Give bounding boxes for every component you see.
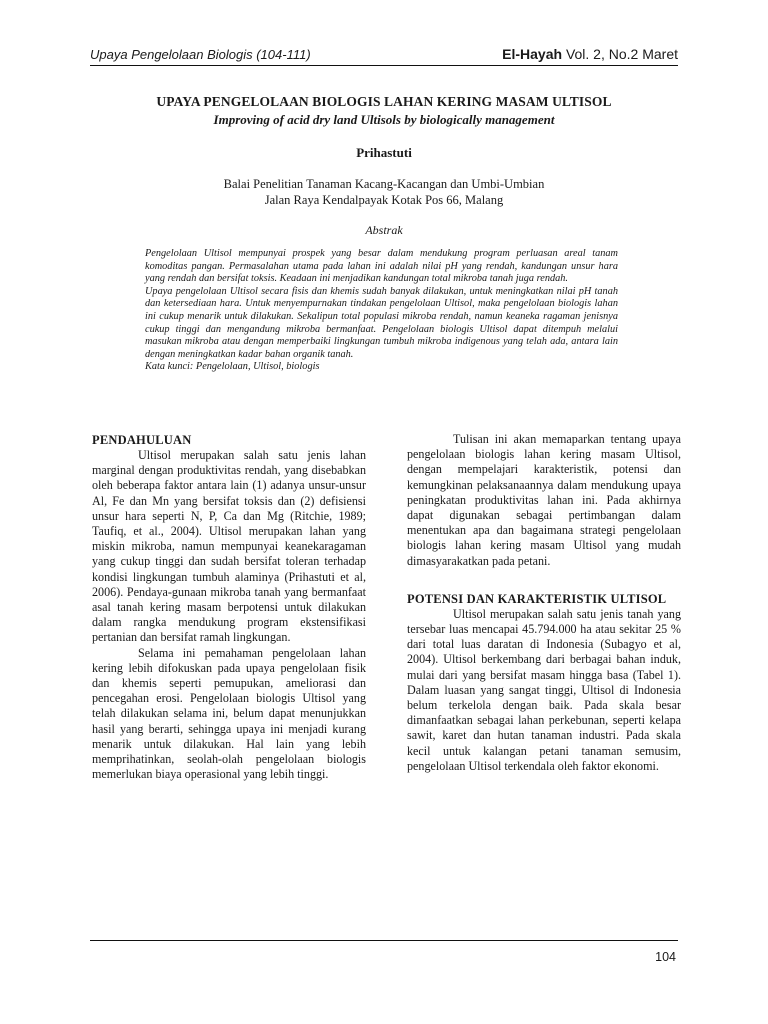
footer-rule <box>90 940 678 941</box>
body-paragraph: Ultisol merupakan salah satu jenis tanah yang tersebar luas mencapai 45.794.000 ha atau sekitar 25 % dari total luas daratan di Indonesia (Subagyo et al, 2004). Ultisol berkembang dari berbagai bahan induk, mulai dari yang bersifat masam hingga basa (Tabel 1). Dalam luasan yang sangat tinggi, Ultisol di Indonesia belum terkelola dengan baik. Pada skala besar dimanfaatkan sebagai lahan perkebunan, seperti kelapa sawit, karet dan hutan tanaman industri. Pada skala kecil untuk kalangan petani tanaman semusim, pengelolaan Ultisol terkendala oleh faktor ekonomi. <box>407 606 681 773</box>
paper-title: UPAYA PENGELOLAAN BIOLOGIS LAHAN KERING MASAM ULTISOL <box>156 94 612 109</box>
paper-subtitle: Improving of acid dry land Ultisols by biologically management <box>213 112 555 127</box>
affiliation-line-2: Jalan Raya Kendalpayak Kotak Pos 66, Malang <box>264 193 504 207</box>
journal-reference <box>502 46 678 62</box>
section-heading-potensi: POTENSI DAN KARAKTERISTIK ULTISOL <box>407 591 667 606</box>
author-name: Prihastuti <box>356 145 412 160</box>
journal-name: El-Hayah <box>502 46 563 62</box>
abstract-paragraph-2: Upaya pengelolaan Ultisol secara fisis dan khemis sudah banyak dilakukan, untuk meningkatkan nilai pH tanah dan ketersediaan hara. Untuk menyempurnakan tindakan pengelolaan Ultisol, maka pengelolaan biologis lahan ini cukup menarik untuk dilakukan. Sekalipun total populasi mikroba rendah, namun keaneka ragaman jenisnya cukup tinggi dan mengandung mikroba bermanfaat. Pengelolaan biologis Ultisol dapat ditempuh melalui masukan mikroba atau dengan memperbaiki lingkungan tumbuh mikroba indigenous yang telah ada, antara lain dengan meningkatkan kadar bahan organik tanah. <box>145 285 618 360</box>
section-heading-pendahuluan: PENDAHULUAN <box>92 433 192 447</box>
left-column <box>92 432 366 782</box>
affiliation <box>90 176 678 208</box>
body-paragraph: Ultisol merupakan salah satu jenis lahan marginal dengan produktivitas rendah, yang disebabkan oleh beberapa faktor antara lain (1) adanya unsur-unsur Al, Fe dan Mn yang bersifat toksis dan (2) defisiensi unsur hara seperti N, P, Ca dan Mg (Ritchie, 1989; Taufiq, et al., 2004). Ultisol merupakan lahan yang miskin mikroba, namun mempunyai keanekaragaman yang cukup tinggi dan sudah bersifat toleran terhadap kondisi lingkungan tumbuh alaminya (Prihastuti et al, 2006). Pendaya-gunaan mikroba tanah yang bermanfaat asal tanah kering masam berpotensi untuk dilakukan dalam rangka mendukung program ekstensifikasi pertanian dan bersifat ramah lingkungan. <box>92 448 366 645</box>
affiliation-line-1: Balai Penelitian Tanaman Kacang-Kacangan dan Umbi-Umbian <box>223 177 545 191</box>
running-header <box>90 40 678 62</box>
body-paragraph: Tulisan ini akan memaparkan tentang upaya pengelolaan biologis lahan kering masam Ultisol, dengan mempelajari karakteristik, potensi dan kemungkinan pelaksanaannya dalam mendukung upaya peningkatan produktivitas lahan ini. Pada akhirnya dapat digunakan sebagai pertimbangan dalam menentukan apa dan bagaimana strategi pengelolaan biologis lahan kering masam Ultisol yang mudah dimasyarakatkan pada petani. <box>407 432 681 568</box>
body-paragraph: Selama ini pemahaman pengelolaan lahan kering lebih difokuskan pada upaya pengelolaan fisik dan khemis seperti pemupukan, ameliorasi dan pencegahan erosi. Pengelolaan biologis Ultisol yang telah dilakukan selama ini, belum dapat menunjukkan hasil yang berarti, sehingga upaya ini menjadi kurang menarik untuk dilakukan. Hal lain yang lebih memprihatinkan, seolah-olah pengelolaan biologis memerlukan biaya operasional yang lebih tinggi. <box>92 645 366 782</box>
header-rule <box>90 65 678 66</box>
section-gap <box>407 569 681 591</box>
abstract-paragraph-1: Pengelolaan Ultisol mempunyai prospek yang besar dalam mendukung program perluasan areal tanam komoditas pangan. Permasalahan utama pada lahan ini adalah nilai pH yang rendah, kandungan unsur hara yang rendah dan bersifat toksis. Keadaan ini menjadikan kandungan total mikroba tanah juga rendah. <box>145 248 618 285</box>
abstract <box>145 248 618 374</box>
keywords: Kata kunci: Pengelolaan, Ultisol, biologis <box>145 361 320 373</box>
right-column <box>407 432 681 774</box>
abstract-heading: Abstrak <box>365 223 403 237</box>
page-number: 104 <box>655 950 676 964</box>
running-header-title: Upaya Pengelolaan Biologis (104-111) <box>90 47 311 62</box>
title-block <box>90 93 678 238</box>
journal-volume: Vol. 2, No.2 Maret <box>565 46 678 62</box>
